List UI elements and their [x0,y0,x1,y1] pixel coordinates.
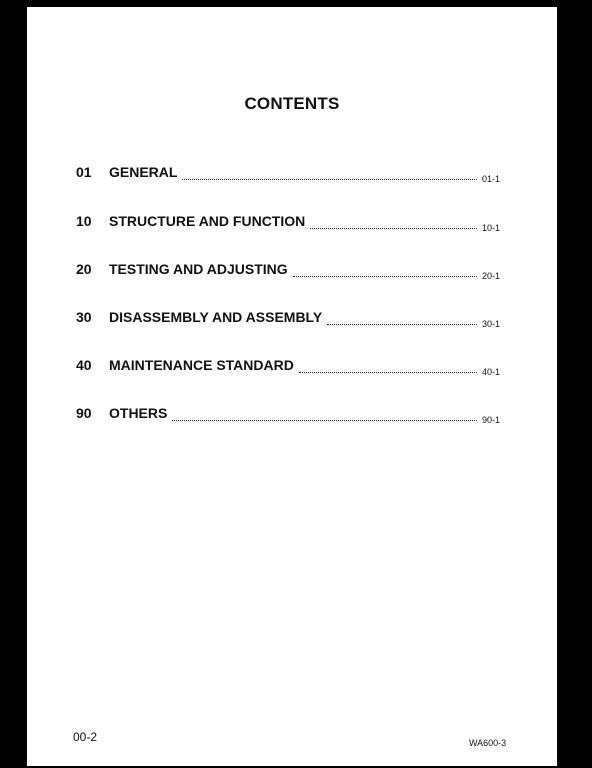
toc-entry-disassembly-and-assembly [76,309,500,329]
toc-entry-title: MAINTENANCE STANDARD [109,357,294,373]
toc-entry-page: 40-1 [481,367,500,377]
toc-entry-testing-and-adjusting [76,261,500,281]
toc-entry-number: 20 [76,261,92,277]
toc-entry-number: 10 [76,213,92,229]
toc-entry-title: STRUCTURE AND FUNCTION [109,213,306,229]
toc-entry-page: 10-1 [481,223,500,233]
toc-entry-page: 30-1 [481,319,500,329]
toc-entry-others [76,405,500,425]
toc-dot-leader [182,178,477,180]
page-title: CONTENTS [244,94,340,113]
toc-entry-number: 01 [76,164,92,180]
footer-page-number: 00-2 [73,730,98,744]
toc-entry-title: OTHERS [109,405,168,421]
toc-entry-title: TESTING AND ADJUSTING [109,261,288,277]
footer-model-code: WA600-3 [469,738,507,748]
toc-entry-general [76,164,500,184]
toc-entry-number: 40 [76,357,92,373]
toc-dot-leader [310,227,477,229]
toc-entry-maintenance-standard [76,357,500,377]
toc-dot-leader [293,275,477,277]
toc-entry-title: GENERAL [109,164,178,180]
document-page [27,7,557,766]
toc-dot-leader [327,323,477,325]
toc-entry-page: 90-1 [481,415,500,425]
toc-entry-structure-and-function [76,213,500,233]
toc-entry-page: 01-1 [481,174,500,184]
toc-dot-leader [299,371,477,373]
toc-dot-leader [172,419,477,421]
toc-entry-title: DISASSEMBLY AND ASSEMBLY [109,309,323,325]
toc-entry-page: 20-1 [481,271,500,281]
toc-entry-number: 30 [76,309,92,325]
toc-entry-number: 90 [76,405,92,421]
